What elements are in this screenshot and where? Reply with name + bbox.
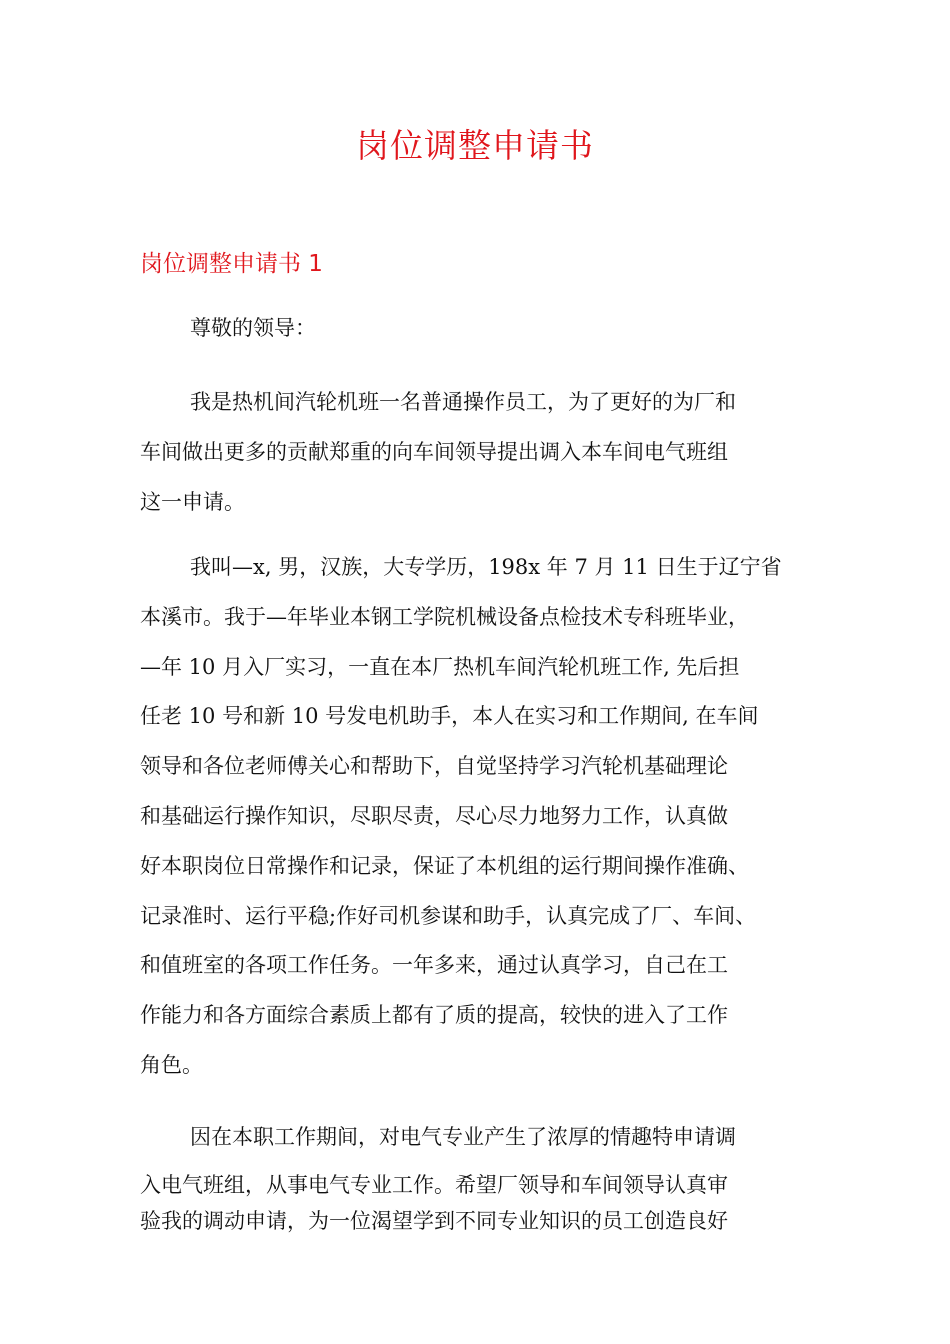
salutation: [140, 312, 820, 344]
paragraph-line: 入电气班组，从事电气专业工作。希望厂领导和车间领导认真审: [140, 1173, 728, 1197]
section-heading: 岗位调整申请书 1: [140, 251, 323, 277]
paragraph-1: [140, 377, 820, 527]
paragraph-line: 和值班室的各项工作任务。一年多来，通过认真学习，自己在工: [140, 953, 728, 978]
paragraph-line: 本溪市。我于—年毕业本钢工学院机械设备点检技术专科班毕业，: [140, 604, 749, 629]
paragraph-line: 我是热机间汽轮机班一名普通操作员工，为了更好的为厂和: [190, 390, 736, 414]
paragraph-line: 好本职岗位日常操作和记录，保证了本机组的运行期间操作准确、: [140, 853, 749, 878]
paragraph-2: [140, 543, 820, 1091]
salutation-text: 尊敬的领导：: [190, 316, 316, 340]
document-title: 岗位调整申请书: [356, 126, 594, 165]
paragraph-line: 和基础运行操作知识，尽职尽责，尽心尽力地努力工作，认真做: [140, 803, 728, 828]
paragraph-3: [140, 1117, 820, 1237]
paragraph-line: 作能力和各方面综合素质上都有了质的提高，较快的进入了工作: [140, 1003, 728, 1028]
paragraph-line: 任老 10 号和新 10 号发电机助手，本人在实习和工作期间, 在车间: [140, 704, 759, 729]
paragraph-line: 我叫—x, 男，汉族，大专学历，198x 年 7 月 11 日生于辽宁省: [190, 555, 782, 579]
paragraph-line: 验我的调动申请，为一位渴望学到不同专业知识的员工创造良好: [140, 1209, 728, 1233]
paragraph-line: 因在本职工作期间，对电气专业产生了浓厚的情趣特申请调: [190, 1125, 736, 1149]
paragraph-line: —年 10 月入厂实习，一直在本厂热机车间汽轮机班工作, 先后担: [140, 654, 740, 679]
paragraph-line: 车间做出更多的贡献郑重的向车间领导提出调入本车间电气班组: [140, 440, 728, 464]
paragraph-line: 记录准时、运行平稳;作好司机参谋和助手，认真完成了厂、车间、: [140, 903, 757, 928]
paragraph-line: 角色。: [140, 1052, 203, 1077]
paragraph-line: 领导和各位老师傅关心和帮助下，自觉坚持学习汽轮机基础理论: [140, 754, 728, 779]
paragraph-line: 这一申请。: [140, 490, 245, 514]
